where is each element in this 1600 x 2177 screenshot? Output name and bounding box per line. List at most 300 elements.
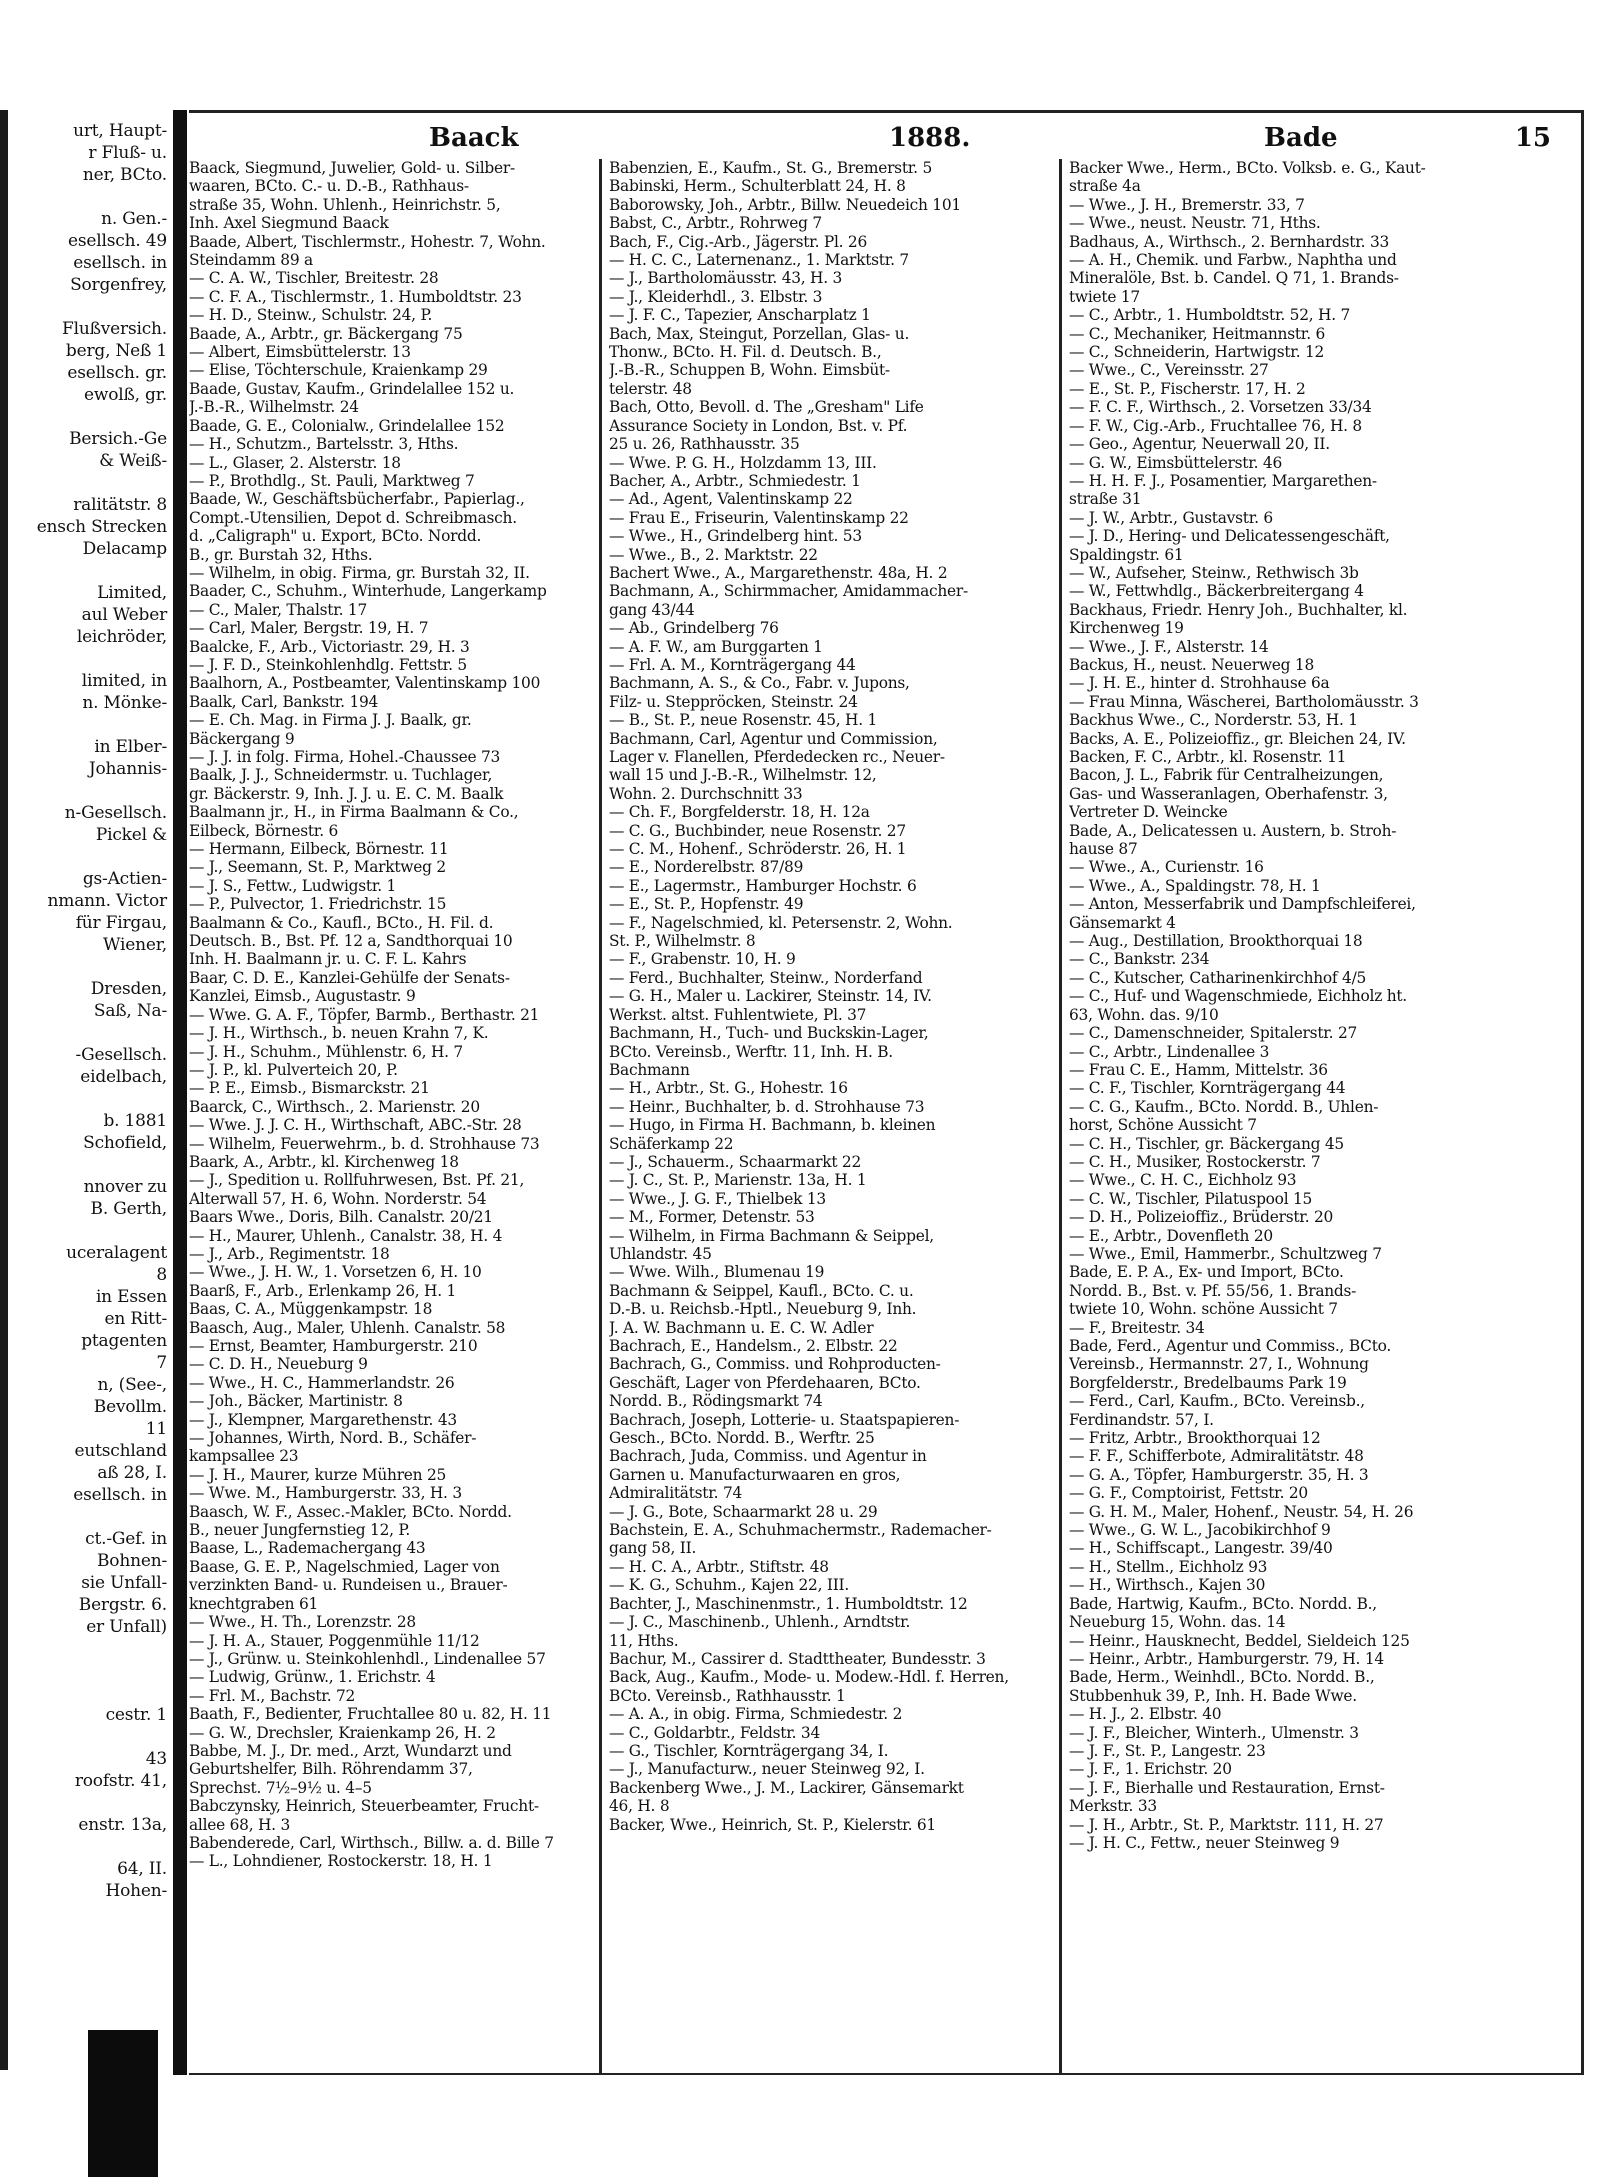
directory-entry: — C., Maler, Thalstr. 17 <box>189 600 367 619</box>
directory-entry: verzinkten Band- u. Rundeisen u., Brauer- <box>189 1576 508 1595</box>
directory-entry: — J. F., Bierhalle und Restauration, Ernst- <box>1069 1778 1385 1797</box>
previous-page-line: 11 <box>145 1419 167 1439</box>
directory-entry: — J. F., 1. Erichstr. 20 <box>1069 1760 1232 1779</box>
directory-entry: Baark, A., Arbtr., kl. Kirchenweg 18 <box>189 1152 459 1171</box>
directory-entry: — H. C. C., Laternenanz., 1. Marktstr. 7 <box>609 251 909 270</box>
directory-entry: Baade, Gustav, Kaufm., Grindelallee 152 u. <box>189 379 515 398</box>
directory-entry: Alterwall 57, H. 6, Wohn. Norderstr. 54 <box>189 1189 487 1208</box>
directory-entry: — Frl. A. M., Kornträgergang 44 <box>609 655 856 674</box>
directory-entry: — E. Ch. Mag. in Firma J. J. Baalk, gr. <box>189 711 472 730</box>
directory-entry: — C. G., Buchbinder, neue Rosenstr. 27 <box>609 821 906 840</box>
directory-entry: Baase, G. E. P., Nagelschmied, Lager von <box>189 1557 500 1576</box>
directory-entry: — H. D., Steinw., Schulstr. 24, P. <box>189 306 433 325</box>
directory-entry: — C. D. H., Neueburg 9 <box>189 1355 368 1374</box>
directory-entry: — J. S., Fettw., Ludwigstr. 1 <box>189 876 397 895</box>
directory-entry: — Frau C. E., Hamm, Mittelstr. 36 <box>1069 1060 1328 1079</box>
directory-entry: Inh. H. Baalmann jr. u. C. F. L. Kahrs <box>189 950 467 969</box>
directory-entry: Thonw., BCto. H. Fil. d. Deutsch. B., <box>609 343 882 362</box>
directory-entry: — Ludwig, Grünw., 1. Erichstr. 4 <box>189 1668 436 1687</box>
directory-entry: — J. H., Maurer, kurze Mühren 25 <box>189 1465 447 1484</box>
directory-entry: — Elise, Töchterschule, Kraienkamp 29 <box>189 361 488 380</box>
directory-entry: — A. H., Chemik. und Farbw., Naphtha und <box>1069 251 1397 270</box>
directory-entry: — Ad., Agent, Valentinskamp 22 <box>609 490 853 509</box>
directory-entry: — F., Nagelschmied, kl. Petersenstr. 2, Wohn. <box>609 913 953 932</box>
previous-page-line <box>8 846 167 868</box>
directory-entry: — Fritz, Arbtr., Brookthorquai 12 <box>1069 1429 1321 1448</box>
directory-entry: — P. E., Eimsb., Bismarckstr. 21 <box>189 1079 430 1098</box>
directory-entry: — Ferd., Carl, Kaufm., BCto. Vereinsb., <box>1069 1392 1365 1411</box>
previous-page-line: esellsch. in <box>73 1485 167 1505</box>
directory-entry: knechtgraben 61 <box>189 1594 319 1613</box>
directory-entry: Baalk, Carl, Bankstr. 194 <box>189 692 379 711</box>
directory-entry: Bachmann & Seippel, Kaufl., BCto. C. u. <box>609 1281 914 1300</box>
directory-entry: — Wwe., G. W. L., Jacobikirchhof 9 <box>1069 1521 1331 1540</box>
previous-page-line: limited, in <box>81 671 167 691</box>
directory-entry: — C., Kutscher, Catharinenkirchhof 4/5 <box>1069 968 1367 987</box>
directory-entry: — Wilhelm, in obig. Firma, gr. Burstah 32, II. <box>189 563 530 582</box>
directory-entry: — E., Arbtr., Dovenfleth 20 <box>1069 1226 1273 1245</box>
previous-page-line: esellsch. 49 <box>68 231 167 251</box>
previous-page-line: sie Unfall- <box>81 1573 167 1593</box>
directory-entry: Backer, Wwe., Heinrich, St. P., Kielerstr. 61 <box>609 1815 936 1834</box>
previous-page-line: esellsch. in <box>73 253 167 273</box>
directory-entry: — Geo., Agentur, Neuerwall 20, II. <box>1069 435 1330 454</box>
directory-entry: Backus, H., neust. Neuerweg 18 <box>1069 655 1314 674</box>
directory-entry: — L., Lohndiener, Rostockerstr. 18, H. 1 <box>189 1852 493 1871</box>
directory-entry: — C. G., Kaufm., BCto. Nordd. B., Uhlen- <box>1069 1097 1379 1116</box>
directory-entry: — J. W., Arbtr., Gustavstr. 6 <box>1069 508 1273 527</box>
previous-page-line: aul Weber <box>81 605 167 625</box>
directory-entry: — J., Klempner, Margarethenstr. 43 <box>189 1410 457 1429</box>
directory-entry: — Wwe., J. F., Alsterstr. 14 <box>1069 637 1269 656</box>
directory-entry: straße 4a <box>1069 177 1141 196</box>
directory-entry: Baalhorn, A., Postbeamter, Valentinskamp 100 <box>189 674 541 693</box>
previous-page-line: enstr. 13a, <box>78 1815 167 1835</box>
previous-page-line <box>8 714 167 736</box>
previous-page-line: B. Gerth, <box>90 1199 167 1219</box>
directory-entry: Baborowsky, Joh., Arbtr., Billw. Neuedeich 101 <box>609 195 961 214</box>
directory-entry: — J. D., Hering- und Delicatessengeschäft, <box>1069 527 1390 546</box>
directory-entry: Merkstr. 33 <box>1069 1797 1157 1816</box>
directory-entry: gr. Bäckerstr. 9, Inh. J. J. u. E. C. M. Baalk <box>189 784 504 803</box>
directory-entry: — J. H., Arbtr., St. P., Marktstr. 111, H. 27 <box>1069 1815 1384 1834</box>
directory-entry: — J. F., St. P., Langestr. 23 <box>1069 1741 1266 1760</box>
previous-page-line: Bohnen- <box>97 1551 167 1571</box>
directory-entry: — H. C. A., Arbtr., Stiftstr. 48 <box>609 1557 829 1576</box>
directory-entry: — J. P., kl. Pulverteich 20, P. <box>189 1060 398 1079</box>
previous-page-line: n. Gen.- <box>101 209 167 229</box>
directory-entry: Neueburg 15, Wohn. das. 14 <box>1069 1613 1286 1632</box>
page-header <box>189 113 1581 159</box>
previous-page-line <box>8 1220 167 1242</box>
directory-entry: Baade, W., Geschäftsbücherfabr., Papierlag., <box>189 490 525 509</box>
directory-entry: Vereinsb., Hermannstr. 27, I., Wohnung <box>1069 1355 1369 1374</box>
directory-entry: J. A. W. Bachmann u. E. C. W. Adler <box>609 1318 874 1337</box>
directory-entry: — Ernst, Beamter, Hamburgerstr. 210 <box>189 1337 478 1355</box>
previous-page-line: Hohen- <box>105 1881 167 1901</box>
previous-page-line: Bergstr. 6. <box>78 1595 167 1615</box>
directory-entry: gang 43/44 <box>609 600 695 619</box>
directory-entry: Baath, F., Bedienter, Fruchtallee 80 u. 82, H. 11 <box>189 1705 552 1724</box>
directory-entry: Baase, L., Rademachergang 43 <box>189 1539 426 1558</box>
directory-entry: — J. C., St. P., Marienstr. 13a, H. 1 <box>609 1171 867 1190</box>
directory-entry: Bach, Max, Steingut, Porzellan, Glas- u. <box>609 324 910 343</box>
directory-entry: — J. F., Bleicher, Winterh., Ulmenstr. 3 <box>1069 1723 1359 1742</box>
directory-entry: — J., Manufacturw., neuer Steinweg 92, I. <box>609 1760 925 1779</box>
directory-entry: — Heinr., Arbtr., Hamburgerstr. 79, H. 14 <box>1069 1649 1384 1668</box>
directory-entry: — Carl, Maler, Bergstr. 19, H. 7 <box>189 619 429 638</box>
previous-page-line: eutschland <box>74 1441 167 1461</box>
directory-entry: Bachter, J., Maschinenmstr., 1. Humboldtstr. 12 <box>609 1594 968 1613</box>
directory-entry: — Wwe., Emil, Hammerbr., Schultzweg 7 <box>1069 1244 1382 1263</box>
directory-entry: — Frau E., Friseurin, Valentinskamp 22 <box>609 508 909 527</box>
directory-entry: Babenderede, Carl, Wirthsch., Billw. a. d. Bille 7 <box>189 1833 554 1852</box>
directory-entry: — Wwe., J. G. F., Thielbek 13 <box>609 1189 826 1208</box>
directory-entry: — H., Stellm., Eichholz 93 <box>1069 1557 1268 1576</box>
directory-entry: Kanzlei, Eimsb., Augustastr. 9 <box>189 987 416 1006</box>
directory-entry: — J., Kleiderhdl., 3. Elbstr. 3 <box>609 287 823 306</box>
previous-page-line <box>8 1660 167 1682</box>
directory-entry: Bachrach, Joseph, Lotterie- u. Staatspapieren- <box>609 1410 960 1429</box>
previous-page-line: n, (See-, <box>97 1375 167 1395</box>
directory-column-2 <box>609 159 1019 2063</box>
previous-page-line <box>8 1836 167 1858</box>
previous-page-line: gs-Actien- <box>82 869 167 889</box>
directory-entry: — J. G., Bote, Schaarmarkt 28 u. 29 <box>609 1502 878 1521</box>
directory-entry: — Wwe., A., Spaldingstr. 78, H. 1 <box>1069 876 1321 895</box>
directory-entry: Babbe, M. J., Dr. med., Arzt, Wundarzt und <box>189 1741 512 1760</box>
directory-entry: — Albert, Eimsbüttelerstr. 13 <box>189 343 411 362</box>
directory-entry: Baalk, J. J., Schneidermstr. u. Tuchlager, <box>189 766 493 785</box>
directory-entry: — H., Wirthsch., Kajen 30 <box>1069 1576 1266 1595</box>
directory-entry: Babinski, Herm., Schulterblatt 24, H. 8 <box>609 177 906 196</box>
directory-entry: — J., Seemann, St. P., Marktweg 2 <box>189 858 446 877</box>
directory-entry: Babenzien, E., Kaufm., St. G., Bremerstr. 5 <box>609 159 933 177</box>
directory-entry: — C. A. W., Tischler, Breitestr. 28 <box>189 269 439 288</box>
previous-page-line: n-Gesellsch. <box>64 803 167 823</box>
directory-entry: — F. W., Cig.-Arb., Fruchtallee 76, H. 8 <box>1069 416 1362 435</box>
directory-entry: — H., Maurer, Uhlenh., Canalstr. 38, H. 4 <box>189 1226 503 1245</box>
directory-entry: — Anton, Messerfabrik und Dampfschleiferei, <box>1069 895 1416 914</box>
directory-entry: — C., Goldarbtr., Feldstr. 34 <box>609 1723 821 1742</box>
previous-page-line: in Elber- <box>94 737 167 757</box>
directory-entry: Bade, A., Delicatessen u. Austern, b. Stroh- <box>1069 821 1397 840</box>
directory-entry: — G. H. M., Maler, Hohenf., Neustr. 54, H. 26 <box>1069 1502 1414 1521</box>
previous-page-line <box>8 406 167 428</box>
directory-entry: straße 31 <box>1069 490 1142 509</box>
directory-entry: Sprechst. 7½–9½ u. 4–5 <box>189 1778 372 1797</box>
directory-entry: Bachmann, A. S., & Co., Fabr. v. Jupons, <box>609 674 910 693</box>
directory-entry: Bachur, M., Cassirer d. Stadttheater, Bundesstr. 3 <box>609 1649 986 1668</box>
directory-entry: Baarck, C., Wirthsch., 2. Marienstr. 20 <box>189 1097 480 1116</box>
directory-entry: Backhaus, Friedr. Henry Joh., Buchhalter, kl. <box>1069 600 1408 619</box>
directory-entry: Backer Wwe., Herm., BCto. Volksb. e. G., Kaut- <box>1069 159 1426 177</box>
directory-entry: — G. H., Maler u. Lackirer, Steinstr. 14, IV. <box>609 987 932 1006</box>
directory-entry: Baade, G. E., Colonialw., Grindelallee 152 <box>189 416 505 435</box>
directory-entry: Kirchenweg 19 <box>1069 619 1184 638</box>
previous-page-line: 64, II. <box>117 1859 167 1879</box>
directory-entry: Baasch, W. F., Assec.-Makler, BCto. Nordd. <box>189 1502 512 1521</box>
directory-entry: Bachmann, Carl, Agentur und Commission, <box>609 729 938 748</box>
directory-entry: — J. F. D., Steinkohlenhdlg. Fettstr. 5 <box>189 655 467 674</box>
directory-entry: Bachmann, H., Tuch- und Buckskin-Lager, <box>609 1024 929 1043</box>
previous-page-line: Sorgenfrey, <box>70 275 167 295</box>
previous-page-line: Limited, <box>97 583 167 603</box>
directory-entry: — Wwe. J. J. C. H., Wirthschaft, ABC.-Str. 28 <box>189 1116 522 1135</box>
directory-entry: — J., Grünw. u. Steinkohlenhdl., Lindenallee 57 <box>189 1649 546 1668</box>
directory-entry: Baasch, Aug., Maler, Uhlenh. Canalstr. 58 <box>189 1318 506 1337</box>
directory-entry: — D. H., Polizeioffiz., Brüderstr. 20 <box>1069 1208 1334 1227</box>
header-left-keyword: Baack <box>429 123 519 153</box>
directory-entry: — Wwe., J. H. W., 1. Vorsetzen 6, H. 10 <box>189 1263 482 1282</box>
directory-entry: Geschäft, Lager von Pferdehaaren, BCto. <box>609 1373 921 1392</box>
book-gutter <box>173 110 187 2075</box>
directory-entry: Garnen u. Manufacturwaaren en gros, <box>609 1465 901 1484</box>
directory-entry: — Frau Minna, Wäscherei, Bartholomäusstr. 3 <box>1069 692 1419 711</box>
directory-entry: Bach, F., Cig.-Arb., Jägerstr. Pl. 26 <box>609 232 867 251</box>
directory-entry: — E., Norderelbstr. 87/89 <box>609 858 804 877</box>
directory-entry: — Joh., Bäcker, Martinistr. 8 <box>189 1392 403 1411</box>
previous-page-line: -Gesellsch. <box>75 1045 167 1065</box>
directory-entry: J.-B.-R., Wilhelmstr. 24 <box>189 398 359 417</box>
directory-entry: Gas- und Wasseranlagen, Oberhafenstr. 3, <box>1069 784 1388 803</box>
previous-page-line: Dresden, <box>90 979 167 999</box>
previous-page-line <box>8 780 167 802</box>
previous-page-line: Bersich.-Ge <box>69 429 167 449</box>
directory-entry: — Wwe., C. H. C., Eichholz 93 <box>1069 1171 1297 1190</box>
previous-page-line: ralitätstr. 8 <box>73 495 167 515</box>
directory-entry: Bachrach, E., Handelsm., 2. Elbstr. 22 <box>609 1337 898 1355</box>
previous-page-line: cestr. 1 <box>105 1705 167 1725</box>
previous-page-line: b. 1881 <box>103 1111 167 1131</box>
directory-entry: — W., Aufseher, Steinw., Rethwisch 3b <box>1069 563 1359 582</box>
directory-entry: Uhlandstr. 45 <box>609 1244 712 1263</box>
directory-column-1 <box>189 159 599 2063</box>
directory-entry: — F., Grabenstr. 10, H. 9 <box>609 950 796 969</box>
directory-entry: — Wwe., J. H., Bremerstr. 33, 7 <box>1069 195 1305 214</box>
directory-entry: 46, H. 8 <box>609 1797 670 1816</box>
previous-page-fragment <box>8 120 173 2070</box>
directory-entry: — J., Bartholomäusstr. 43, H. 3 <box>609 269 843 288</box>
directory-entry: — Aug., Destillation, Brookthorquai 18 <box>1069 932 1363 951</box>
directory-entry: Bachrach, Juda, Commiss. und Agentur in <box>609 1447 927 1466</box>
directory-entry: allee 68, H. 3 <box>189 1815 290 1834</box>
directory-entry: — J. F. C., Tapezier, Anscharplatz 1 <box>609 306 871 325</box>
directory-entry: — J. H. C., Fettw., neuer Steinweg 9 <box>1069 1833 1340 1852</box>
directory-entry: — C. M., Hohenf., Schröderstr. 26, H. 1 <box>609 840 907 859</box>
directory-entry: — C., Schneiderin, Hartwigstr. 12 <box>1069 343 1325 362</box>
directory-entry: — J. H., Schuhm., Mühlenstr. 6, H. 7 <box>189 1042 463 1061</box>
directory-entry: — G., Tischler, Kornträgergang 34, I. <box>609 1741 889 1760</box>
previous-page-line: für Firgau, <box>75 913 167 933</box>
directory-entry: — J. H. A., Stauer, Poggenmühle 11/12 <box>189 1631 480 1650</box>
directory-entry: Steindamm 89 a <box>189 251 313 270</box>
directory-entry: Baas, C. A., Müggenkampstr. 18 <box>189 1300 433 1319</box>
directory-entry: Back, Aug., Kaufm., Mode- u. Modew.-Hdl. f. Herren, <box>609 1668 1009 1687</box>
previous-page-line <box>8 472 167 494</box>
directory-entry: Compt.-Utensilien, Depot d. Schreibmasch. <box>189 508 517 527</box>
directory-entry: — Wwe. M., Hamburgerstr. 33, H. 3 <box>189 1484 462 1503</box>
directory-entry: J.-B.-R., Schuppen B, Wohn. Eimsbüt- <box>609 361 890 380</box>
previous-page-line: ensch Strecken <box>36 517 167 537</box>
previous-page-line: roofstr. 41, <box>74 1771 167 1791</box>
directory-entry: Babst, C., Arbtr., Rohrweg 7 <box>609 214 822 233</box>
previous-page-line <box>8 1726 167 1748</box>
previous-page-line: r Fluß- u. <box>88 143 167 163</box>
directory-entry: — H., Arbtr., St. G., Hohestr. 16 <box>609 1079 848 1098</box>
directory-entry: 11, Hths. <box>609 1631 679 1650</box>
previous-page-line: er Unfall) <box>86 1617 167 1637</box>
directory-entry: Baade, A., Arbtr., gr. Bäckergang 75 <box>189 324 463 343</box>
directory-entry: Bachstein, E. A., Schuhmachermstr., Rademacher- <box>609 1521 992 1540</box>
directory-entry: kampsallee 23 <box>189 1447 299 1466</box>
directory-entry: — Hermann, Eilbeck, Börnestr. 11 <box>189 840 449 859</box>
directory-entry: Werkst. altst. Fuhlentwiete, Pl. 37 <box>609 1005 867 1024</box>
directory-entry: — E., St. P., Fischerstr. 17, H. 2 <box>1069 379 1306 398</box>
previous-page-line: n. Mönke- <box>82 693 167 713</box>
directory-entry: — Wwe., A., Curienstr. 16 <box>1069 858 1264 877</box>
directory-entry: St. P., Wilhelmstr. 8 <box>609 932 756 951</box>
previous-page-line: ptagenten <box>81 1331 167 1351</box>
directory-entry: straße 35, Wohn. Uhlenh., Heinrichstr. 5, <box>189 195 501 214</box>
previous-page-line: 8 <box>156 1265 167 1285</box>
directory-entry: — G. W., Drechsler, Kraienkamp 26, H. 2 <box>189 1723 496 1742</box>
directory-entry: — Wwe. Wilh., Blumenau 19 <box>609 1263 825 1282</box>
directory-entry: Baader, C., Schuhm., Winterhude, Langerkamp <box>189 582 547 601</box>
directory-entry: — Ab., Grindelberg 76 <box>609 619 779 638</box>
previous-page-line <box>8 1022 167 1044</box>
directory-entry: Backenberg Wwe., J. M., Lackirer, Gänsemarkt <box>609 1778 964 1797</box>
directory-entry: — Wwe., neust. Neustr. 71, Hths. <box>1069 214 1321 233</box>
directory-entry: Baalmann jr., H., in Firma Baalmann & Co., <box>189 803 519 822</box>
directory-entry: Baarß, F., Arb., Erlenkamp 26, H. 1 <box>189 1281 457 1300</box>
directory-entry: — H., Schiffscapt., Langestr. 39/40 <box>1069 1539 1333 1558</box>
directory-entry: — Wwe., H. C., Hammerlandstr. 26 <box>189 1373 455 1392</box>
previous-page-line: in Essen <box>95 1287 167 1307</box>
directory-entry: Ferdinandstr. 57, I. <box>1069 1410 1214 1429</box>
directory-entry: — L., Glaser, 2. Alsterstr. 18 <box>189 453 401 472</box>
previous-page-line: Delacamp <box>82 539 167 559</box>
directory-entry: — Wilhelm, Feuerwehrm., b. d. Strohhause 73 <box>189 1134 540 1153</box>
directory-entry: — M., Former, Detenstr. 53 <box>609 1208 815 1227</box>
previous-page-line: en Ritt- <box>104 1309 167 1329</box>
directory-entry: Bade, Herm., Weinhdl., BCto. Nordd. B., <box>1069 1668 1375 1687</box>
directory-entry: Nordd. B., Rödingsmarkt 74 <box>609 1392 823 1411</box>
directory-entry: — A. F. W., am Burggarten 1 <box>609 637 823 656</box>
directory-entry: BCto. Vereinsb., Werftr. 11, Inh. H. B. <box>609 1042 893 1061</box>
directory-entry: — Johannes, Wirth, Nord. B., Schäfer- <box>189 1429 477 1448</box>
directory-entry: — Wwe., H., Grindelberg hint. 53 <box>609 527 862 546</box>
directory-entry: Mineralöle, Bst. b. Candel. Q 71, 1. Brands- <box>1069 269 1399 288</box>
directory-entry: waaren, BCto. C.- u. D.-B., Rathhaus- <box>189 177 469 196</box>
directory-entry: — H. J., 2. Elbstr. 40 <box>1069 1705 1222 1724</box>
directory-entry: — C., Mechaniker, Heitmannstr. 6 <box>1069 324 1326 343</box>
directory-entry: Nordd. B., Bst. v. Pf. 55/56, 1. Brands- <box>1069 1281 1357 1300</box>
directory-entry: Vertreter D. Weincke <box>1069 803 1228 822</box>
previous-page-line: & Weiß- <box>99 451 167 471</box>
directory-entry: wall 15 und J.-B.-R., Wilhelmstr. 12, <box>609 766 877 785</box>
directory-entry: Baar, C. D. E., Kanzlei-Gehülfe der Senats- <box>189 968 510 987</box>
directory-entry: — Hugo, in Firma H. Bachmann, b. kleinen <box>609 1116 936 1135</box>
directory-entry: — C. W., Tischler, Pilatuspool 15 <box>1069 1189 1313 1208</box>
previous-page-line <box>8 1154 167 1176</box>
previous-page-line: Pickel & <box>95 825 167 845</box>
previous-page-line: Flußversich. <box>62 319 167 339</box>
directory-entry: Wohn. 2. Durchschnitt 33 <box>609 784 803 803</box>
directory-entry: — W., Fettwhdlg., Bäckerbreitergang 4 <box>1069 582 1364 601</box>
previous-page-line: ner, BCto. <box>82 165 167 185</box>
directory-entry: Bachrach, G., Commiss. und Rohproducten- <box>609 1355 941 1374</box>
directory-entry: — Wwe. G. A. F., Töpfer, Barmb., Berthastr. 21 <box>189 1005 540 1024</box>
directory-entry: — A. A., in obig. Firma, Schmiedestr. 2 <box>609 1705 903 1724</box>
directory-entry: Backen, F. C., Arbtr., kl. Rosenstr. 11 <box>1069 748 1347 766</box>
directory-entry: — J., Schauerm., Schaarmarkt 22 <box>609 1152 861 1171</box>
directory-entry: Admiralitätstr. 74 <box>609 1484 743 1503</box>
directory-entry: Gänsemarkt 4 <box>1069 913 1176 932</box>
directory-entry: twiete 17 <box>1069 287 1140 306</box>
header-right-keyword: Bade <box>1264 123 1338 153</box>
directory-entry: Schäferkamp 22 <box>609 1134 734 1153</box>
previous-page-line: berg, Neß 1 <box>65 341 167 361</box>
directory-entry: Baalcke, F., Arb., Victoriastr. 29, H. 3 <box>189 637 470 656</box>
directory-entry: B., gr. Burstah 32, Hths. <box>189 545 373 564</box>
column-rule <box>599 159 602 2073</box>
directory-entry: Gesch., BCto. Nordd. B., Werftr. 25 <box>609 1429 875 1448</box>
directory-entry: — F. F., Schifferbote, Admiralitätstr. 48 <box>1069 1447 1364 1466</box>
previous-page-line: leichröder, <box>76 627 167 647</box>
binding-shadow <box>88 2030 158 2177</box>
directory-entry: — F., Breitestr. 34 <box>1069 1318 1205 1337</box>
directory-entry: Bacon, J. L., Fabrik für Centralheizungen, <box>1069 766 1384 785</box>
directory-entry: — J. H. E., hinter d. Strohhause 6a <box>1069 674 1330 693</box>
previous-page-line: aß 28, I. <box>97 1463 167 1483</box>
previous-page-line: 7 <box>156 1353 167 1373</box>
directory-entry: — J., Arb., Regimentstr. 18 <box>189 1244 390 1263</box>
directory-entry: — Wwe., H. Th., Lorenzstr. 28 <box>189 1613 416 1632</box>
previous-page-line <box>8 560 167 582</box>
previous-page-line: Schofield, <box>83 1133 167 1153</box>
previous-page-line: Wiener, <box>103 935 167 955</box>
directory-entry: — C. H., Tischler, gr. Bäckergang 45 <box>1069 1134 1344 1153</box>
directory-entry: Baack, Siegmund, Juwelier, Gold- u. Silber- <box>189 159 515 177</box>
directory-entry: — E., St. P., Hopfenstr. 49 <box>609 895 804 914</box>
directory-entry: Assurance Society in London, Bst. v. Pf. <box>609 416 908 435</box>
directory-entry: — J. J. in folg. Firma, Hohel.-Chaussee 73 <box>189 748 501 766</box>
directory-entry: — C. F., Tischler, Kornträgergang 44 <box>1069 1079 1346 1098</box>
directory-entry: Bäckergang 9 <box>189 729 295 748</box>
directory-entry: — J. H., Wirthsch., b. neuen Krahn 7, K. <box>189 1024 489 1043</box>
directory-entry: d. „Caligraph" u. Export, BCto. Nordd. <box>189 527 482 546</box>
directory-entry: Baars Wwe., Doris, Bilh. Canalstr. 20/21 <box>189 1208 493 1227</box>
previous-page-line: nmann. Victor <box>47 891 167 911</box>
directory-entry: — E., Lagermstr., Hamburger Hochstr. 6 <box>609 876 917 895</box>
directory-entry: — F. C. F., Wirthsch., 2. Vorsetzen 33/34 <box>1069 398 1372 417</box>
directory-entry: Geburtshelfer, Bilh. Röhrendamm 37, <box>189 1760 473 1779</box>
directory-entry: — G. W., Eimsbüttelerstr. 46 <box>1069 453 1283 472</box>
previous-page-line: esellsch. gr. <box>67 363 167 383</box>
directory-entry: — H. H. F. J., Posamentier, Margarethen- <box>1069 471 1377 490</box>
directory-entry: gang 58, II. <box>609 1539 697 1558</box>
directory-entry: hause 87 <box>1069 840 1138 859</box>
directory-entry: Bachert Wwe., A., Margarethenstr. 48a, H. 2 <box>609 563 948 582</box>
directory-entry: — C., Arbtr., Lindenallee 3 <box>1069 1042 1270 1061</box>
previous-page-line: nnover zu <box>83 1177 167 1197</box>
directory-entry: BCto. Vereinsb., Rathhausstr. 1 <box>609 1686 846 1705</box>
directory-entry: Stubbenhuk 39, P., Inh. H. Bade Wwe. <box>1069 1686 1357 1705</box>
directory-entry: Spaldingstr. 61 <box>1069 545 1184 564</box>
directory-entry: horst, Schöne Aussicht 7 <box>1069 1116 1257 1135</box>
previous-page-line: Saß, Na- <box>93 1001 167 1021</box>
